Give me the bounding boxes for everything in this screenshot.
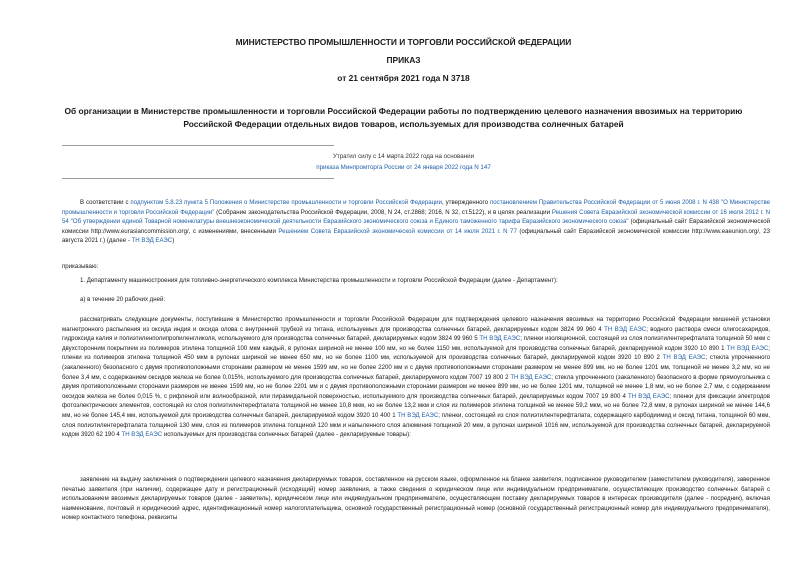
paragraph-text: В соответствии с — [80, 199, 131, 206]
paragraph-text: ; пленки из полимеров этилена толщиной 450 мкм в рулонах шириной не менее 650 мм, но не более 1100 мм, используемой для производства солнечных батарей, декларируемой кодом 3920 10 890 2 — [62, 344, 770, 362]
document-type: ПРИКАЗ — [386, 55, 421, 65]
paragraph-text: (официальный сайт Евразийской экономической комиссии http://www.eaeunion.org/, 23 августа 2021 г.) (далее - — [62, 227, 770, 245]
divider-bottom — [62, 178, 334, 179]
paragraph-text: ; пленки изоляционной, состоящей из слоя полиэтилентерефталата толщиной 50 мкм с двухсторонним покрытием из полимеров этилена толщиной 100 мкм каждый, в рулонах шириной не менее 100 мм, но не более 1150 мм, используемой для производства солнечных батарей, декларируемой кодом 3920 10 890 1 — [62, 335, 771, 352]
document-link[interactable]: ТН ВЭД ЕАЭС — [131, 237, 173, 245]
document-link[interactable]: постановлением Правительства Российской Федерации от 5 июня 2008 г. N 438 "О Министерстве промышленности и торговли Российской Федерации" — [62, 199, 771, 216]
document-link[interactable]: ТН ВЭД ЕАЭС — [628, 392, 670, 400]
paragraph-text: используемых для производства солнечных батарей (далее - декларируемые товары): — [162, 431, 411, 439]
document-link[interactable]: ТН ВЭД ЕАЭС — [121, 431, 163, 439]
document-title: Об организации в Министерстве промышленности и торговли Российской Федерации работы по подтверждению целевого назначения ввозимых на территорию Российской Федерации отдельных видов товаров, используемых для производства солнечных батарей — [64, 106, 743, 129]
clause-1a: а) в течение 20 рабочих дней: — [80, 296, 166, 303]
preamble-paragraph — [62, 198, 770, 246]
document-link[interactable]: подпунктом 5.8.23 пункта 5 Положения о Министерстве промышленности и торговли Российской Федерации — [130, 199, 442, 206]
paragraph-text: ; водного раствора смеси олигосахаридов, гидроксида калия и полиэтиленполипропиленгликоля, используемого для производства солнечных батарей, декларируемых кодом 3824 99 960 5 — [62, 325, 770, 343]
document-link[interactable]: ТН ВЭД ЕАЭС — [662, 354, 706, 362]
paragraph-text: (Собрание законодательства Российской Федерации, 2008, N 24, ст.2868; 2016, N 32, ст.5122), и в целях реализации — [214, 208, 552, 216]
paragraph-text: ; стекла упрочненного (закаленного) безопасного с двумя противоположными сторонами размером не менее 1599 мм, но не более 2200 мм и с двумя противоположными сторонами размером не менее 899 мм, но не более 1201 мм, толщиной не менее 3,2 мм, но не более 3,4 мм, с содержанием оксидов железа не более 0,015%, используемого для производства солнечных батарей, декларируемого кодом 7007 19 800 2 — [62, 354, 770, 381]
document-link[interactable]: ТН ВЭД ЕАЭС — [604, 325, 647, 333]
paragraph-text: ; стекла упрочненного (закаленного) безопасного в форме прямоугольника с двумя противоположными сторонами размером не менее 1599 мм, но не более 2201 мм и с двумя противоположными сторонами размером не менее 899 мм, но не более 1201 мм, толщиной не менее 1,8 мм, но не более 2,7 мм, с содержанием оксидов железа не более 0,015 %, с рифленой или волнообразной, или пирамидальной поверхностью, используемого для производства солнечных батарей, декларируемых кодом 7007 19 800 4 — [62, 373, 771, 400]
paragraph-text: рассматривать следующие документы, поступившие в Министерство промышленности и торговли Российской Федерации для подтверждения целевого назначения ввозимых на территорию Российской Федерации мишеней установки магнетронного распыления из оксида индия и оксида олова с внутренней трубкой из титана, используемых для производства солнечных батарей, декларируемых кодом 3824 99 960 4 — [62, 316, 770, 333]
status-note: Утратил силу с 14 марта 2022 года на основании — [332, 153, 475, 160]
status-link[interactable]: приказа Минпромторга России от 24 января 2022 года N 147 — [316, 164, 491, 171]
document-link[interactable]: Решением Совета Евразийской экономической комиссии от 14 июля 2021 г. N 77 — [278, 227, 517, 235]
document-link[interactable]: ТН ВЭД ЕАЭС — [726, 344, 769, 352]
ministry-heading: МИНИСТЕРСТВО ПРОМЫШЛЕННОСТИ И ТОРГОВЛИ РОССИЙСКОЙ ФЕДЕРАЦИИ — [235, 37, 572, 47]
paragraph-text: (официальный сайт Евразийской экономической комиссии http://www.eurasiancommission.org/, с изменениями, внесенными — [62, 218, 770, 235]
paragraph-text: ) — [172, 237, 175, 245]
document-date-number: от 21 сентября 2021 года N 3718 — [337, 73, 470, 83]
document-link[interactable]: Решения Совета Евразийской экономической комиссии от 16 июля 2012 г. N 54 "Об утверждении единой Товарной номенклатуры внешнеэкономической деятельности Евразийского экономического союза и Единого таможенного тарифа Евразийского экономического союза" — [62, 208, 770, 226]
document-link[interactable]: ТН ВЭД ЕАЭС — [479, 335, 521, 343]
application-paragraph: заявление на выдачу заключения о подтверждении целевого назначения декларируемых товаров, составленное на русском языке, оформленное на бланке заявителя, подписанное руководителем (заместителем руководителя), заверенное печатью заявителя (при наличии), содержащее дату и регистрационный (исходящий) номер заявления, а также сведения о юридическом лице или индивидуальном предпринимателе, осуществляющих производство солнечных батарей с использованием ввозимых декларируемых товаров (далее - заявитель), юридическом лице или индивидуальном предпринимателе, осуществляющем поставку декларируемых товаров в интересах производителя (далее - посредник), включая наименование, почтовый и юридический адрес, идентификационный номер налогоплательщика, основной государственный регистрационный номер (основной государственный регистрационный номер для индивидуального предпринимателя), номер контактного телефона, реквизиты — [62, 476, 770, 522]
paragraph-text: ; пленки, состоящей из слоя полиэтилентерефталата, содержащего карбодиимид и оксид титана, толщиной 60 мкм, слоя полиэтилентерефталата толщиной 130 мкм, слоя из полимеров этилена толщиной 120 мкм и напыленного слоя алюминия толщиной 20 мкм, в рулонах шириной 1016 мм, используемой для производства солнечных батарей, декларируемой кодом 3920 62 190 4 — [62, 411, 770, 439]
clause-1: 1. Департаменту машиностроения для топливно-энергетического комплекса Министерства промышленности и торговли Российской Федерации (далее - Департамент): — [80, 277, 558, 284]
paragraph-text: , утвержденного — [441, 199, 490, 206]
divider-top — [62, 145, 334, 146]
documents-list-paragraph — [62, 315, 770, 440]
paragraph-text: ; пленки для фиксации электродов фотоэлектрических элементов, состоящей из слоя полиэтилентерефталата толщиной не менее 10,8 мкм, но не более 13,2 мкм и слоя из полимеров этилена толщиной не менее 59,2 мкм, но не более 72,8 мкм, в рулонах шириной не менее 144,6 мм, но не более 145,4 мм, используемой для производства солнечных батарей, декларируемой кодом 3920 10 400 1 — [62, 392, 771, 419]
document-link[interactable]: ТН ВЭД ЕАЭС — [510, 373, 552, 381]
document-link[interactable]: ТН ВЭД ЕАЭС — [397, 411, 439, 419]
order-word: приказываю: — [62, 263, 99, 270]
